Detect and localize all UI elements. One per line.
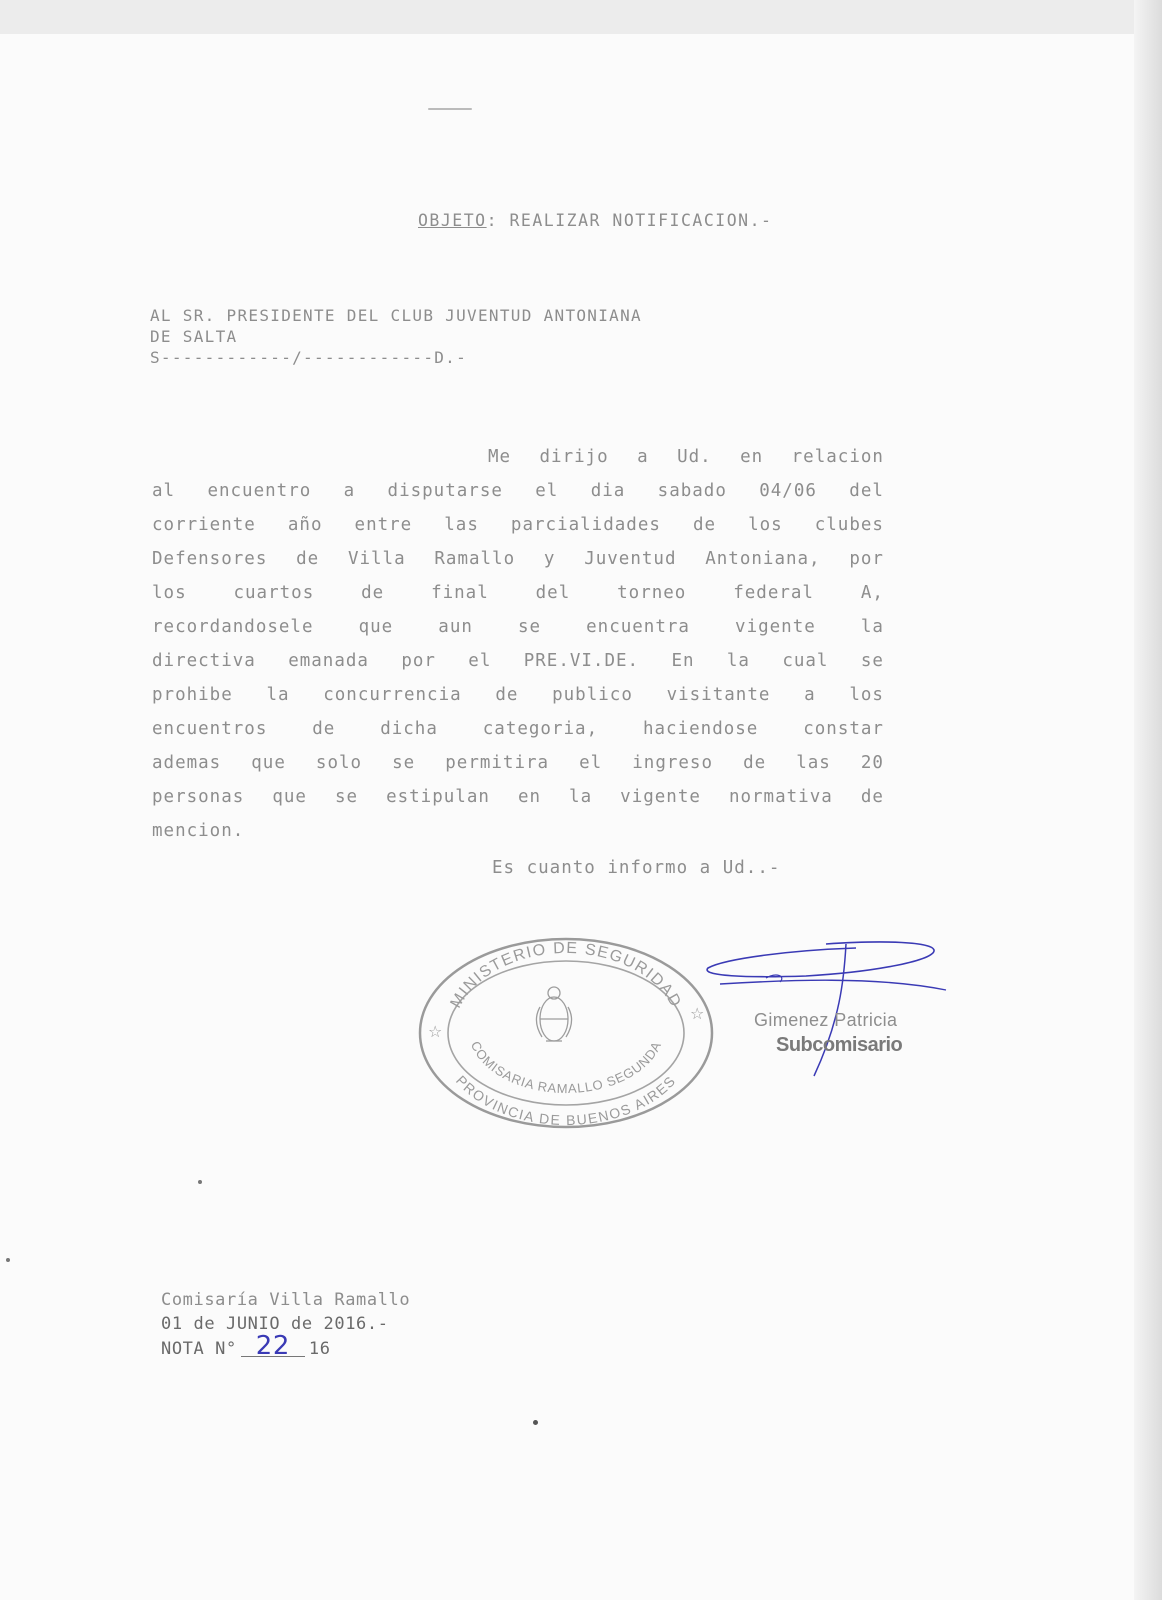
body-word: visitante — [666, 685, 771, 705]
body-word: los — [849, 685, 884, 705]
body-word: por — [849, 549, 884, 569]
body-word: que — [272, 787, 307, 807]
body-word: y — [543, 549, 556, 569]
addressee-line: AL SR. PRESIDENTE DEL CLUB JUVENTUD ANTONIANA — [150, 306, 642, 325]
body-word: del — [535, 583, 571, 603]
body-line — [152, 678, 884, 712]
body-word: en — [740, 447, 764, 467]
body-word: al — [152, 481, 176, 501]
body-line — [152, 644, 884, 678]
body-word: final — [431, 583, 489, 603]
note-number: 22 — [241, 1336, 305, 1357]
body-word: de — [743, 753, 767, 773]
body-word: a — [343, 481, 356, 501]
scan-edge — [1134, 0, 1162, 1600]
star-icon: ☆ — [428, 1022, 443, 1041]
stamp-outer-text: PROVINCIA DE BUENOS AIRES — [452, 1072, 680, 1129]
subject-label: OBJETO — [418, 211, 487, 230]
body-word: recordandosele — [152, 617, 314, 637]
body-line — [152, 712, 884, 746]
body-line — [152, 440, 884, 474]
body-word: permitira — [445, 753, 550, 773]
body-word: solo — [315, 753, 363, 773]
body-word: emanada — [288, 651, 369, 671]
body-word: la — [726, 651, 750, 671]
body-word: haciendose — [642, 719, 759, 739]
body-word: 20 — [860, 753, 884, 773]
body-word: de — [860, 787, 884, 807]
body-word: encuentros — [152, 719, 268, 739]
body-word: Villa — [347, 549, 406, 569]
subject-text: : REALIZAR NOTIFICACION.- — [486, 211, 773, 230]
body-word: encuentra — [586, 617, 690, 637]
footer-office: Comisaría Villa Ramallo — [161, 1290, 411, 1310]
star-icon: ☆ — [690, 1004, 705, 1023]
addressee-line: DE SALTA — [150, 327, 238, 346]
body-word: a — [637, 447, 649, 467]
letter-body — [152, 440, 884, 848]
body-word: clubes — [814, 515, 884, 535]
body-word: aun — [438, 617, 473, 637]
body-word: el — [535, 481, 559, 501]
body-word: Defensores — [152, 549, 268, 569]
body-word: Antoniana, — [705, 549, 821, 569]
note-suffix: 16 — [308, 1339, 331, 1359]
body-word: se — [860, 651, 884, 671]
body-word: PRE.VI.DE. — [523, 651, 640, 671]
body-word: directiva — [152, 651, 256, 671]
body-word: Ramallo — [434, 549, 516, 569]
body-word: torneo — [617, 583, 687, 603]
body-line — [152, 576, 884, 610]
body-word: entre — [354, 515, 413, 535]
body-word: que — [251, 753, 286, 773]
footer-block — [161, 1288, 410, 1361]
svg-text:COMISARIA RAMALLO SEGUNDA — [468, 1039, 664, 1096]
body-word: ademas — [152, 753, 222, 773]
body-word: la — [266, 685, 290, 705]
body-word: de — [495, 685, 519, 705]
body-word: dicha — [380, 719, 438, 739]
body-word: mencion. — [152, 821, 245, 841]
body-word: Me — [488, 447, 512, 467]
official-stamp — [414, 933, 718, 1133]
body-line — [152, 508, 884, 542]
body-word: se — [392, 753, 416, 773]
body-word: cuartos — [233, 583, 315, 603]
body-word: relacion — [791, 447, 884, 467]
body-word: ingreso — [632, 753, 714, 773]
body-word: la — [569, 787, 593, 807]
body-word: de — [361, 583, 385, 603]
body-word: las — [444, 515, 479, 535]
body-word: estipulan — [386, 787, 490, 807]
scan-speck — [6, 1258, 10, 1262]
body-word: las — [796, 753, 831, 773]
body-line — [152, 814, 884, 848]
body-line — [152, 474, 884, 508]
body-word: en — [517, 787, 542, 807]
body-line — [152, 542, 884, 576]
body-word: personas — [152, 787, 245, 807]
stamp-top-text: MINISTERIO DE SEGURIDAD — [447, 939, 685, 1011]
body-word: categoria, — [482, 719, 599, 739]
body-line — [152, 780, 884, 814]
body-word: se — [334, 787, 359, 807]
body-word: de — [312, 719, 336, 739]
body-word: parcialidades — [510, 515, 661, 535]
svg-text:MINISTERIO DE SEGURIDAD — [447, 940, 684, 1011]
body-word: 04/06 — [759, 481, 817, 501]
footer-date: 01 de JUNIO de 2016.- — [161, 1314, 389, 1334]
body-word: Juventud — [584, 549, 677, 569]
body-word: cual — [782, 651, 829, 671]
addressee-block — [150, 305, 642, 368]
body-word: el — [468, 651, 492, 671]
body-word: el — [579, 753, 603, 773]
body-word: A, — [860, 583, 884, 603]
body-word: concurrencia — [323, 685, 462, 705]
closing-line: Es cuanto informo a Ud..- — [492, 858, 781, 878]
scan-speck — [533, 1420, 538, 1425]
body-word: sabado — [657, 481, 727, 501]
body-word: a — [804, 685, 816, 705]
body-word: que — [358, 617, 394, 637]
body-word: año — [287, 515, 323, 535]
body-word: la — [860, 617, 884, 637]
body-line — [152, 610, 884, 644]
body-word: por — [401, 651, 436, 671]
body-line — [152, 746, 884, 780]
stamp-inner-text: COMISARIA RAMALLO SEGUNDA — [467, 1038, 665, 1097]
body-word: disputarse — [387, 481, 503, 501]
scan-speck — [428, 108, 472, 110]
coat-of-arms-icon — [536, 987, 571, 1041]
body-word: los — [152, 583, 187, 603]
footer-note-line — [161, 1331, 410, 1361]
body-word: dirijo — [539, 447, 609, 467]
body-word: dia — [590, 481, 626, 501]
body-word: de — [692, 515, 717, 535]
body-word: los — [748, 515, 783, 535]
body-word: En — [671, 651, 695, 671]
signatory-name: Gimenez Patricia — [754, 1010, 898, 1030]
body-word: prohibe — [152, 685, 233, 705]
body-word: vigente — [735, 617, 816, 637]
subject-line — [418, 211, 772, 230]
body-word: se — [517, 617, 542, 637]
body-word: publico — [552, 685, 633, 705]
body-word: del — [849, 481, 884, 501]
signatory-rank: Subcomisario — [776, 1034, 903, 1056]
body-word: federal — [733, 583, 814, 603]
body-word: constar — [803, 719, 884, 739]
body-word: vigente — [620, 787, 701, 807]
addressee-line: S------------/------------D.- — [150, 348, 468, 367]
svg-text:PROVINCIA DE BUENOS AIRES — [453, 1072, 679, 1128]
scan-speck — [198, 1180, 202, 1184]
body-word: Ud. — [677, 447, 712, 467]
body-word: de — [296, 549, 320, 569]
body-word: normativa — [728, 787, 833, 807]
body-word: corriente — [152, 515, 256, 535]
body-word: encuentro — [207, 481, 312, 501]
note-prefix: NOTA N° — [161, 1339, 237, 1359]
